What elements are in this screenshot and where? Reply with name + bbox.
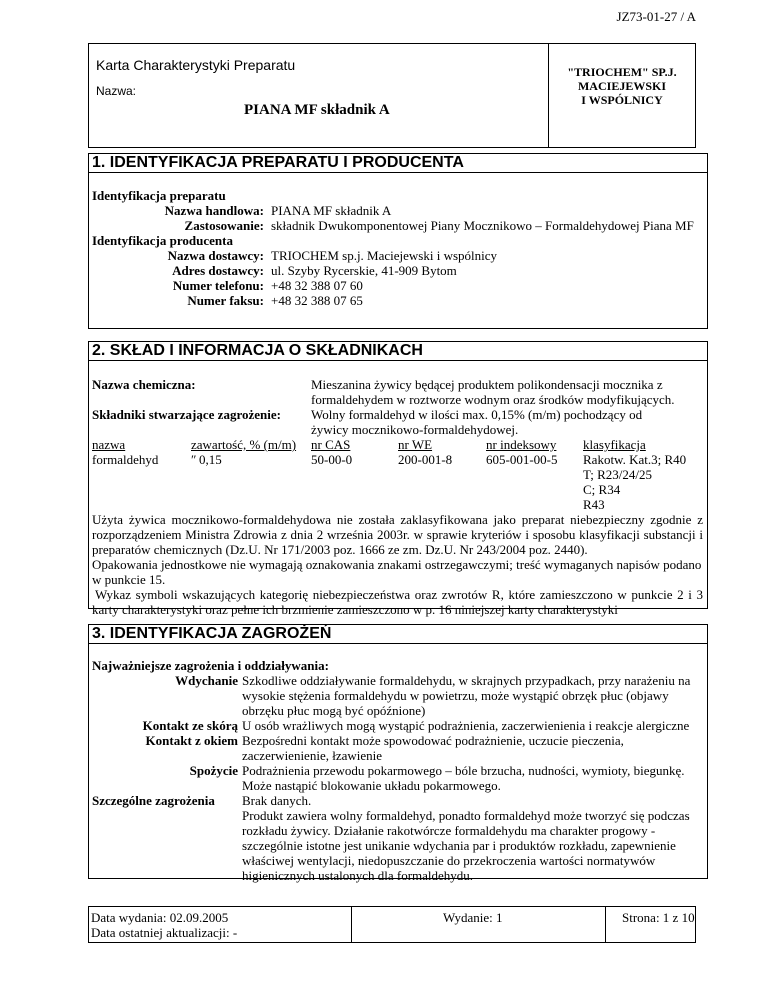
producer-heading: Identyfikacja producenta bbox=[92, 233, 233, 248]
chem-name-label: Nazwa chemiczna: bbox=[92, 377, 196, 392]
text-line: Szkodliwe oddziaływanie formaldehydu, w skrajnych przypadkach, przy narażeniu na bbox=[242, 673, 691, 688]
footer-divider-1 bbox=[351, 907, 352, 942]
section-2-rule bbox=[89, 360, 707, 361]
skin-contact-label: Kontakt ze skórą bbox=[142, 718, 238, 733]
cell-classification bbox=[583, 452, 686, 512]
footer-divider-2 bbox=[605, 907, 606, 942]
col-header-content: zawartość, % (m/m) bbox=[191, 437, 297, 452]
phone-label: Numer telefonu: bbox=[172, 278, 264, 293]
classification-note: Użyta żywica mocznikowo-formaldehydowa nie została zaklasyfikowana jako preparat niebezpieczny zgodnie z rozporządzeniem Ministra Zdrowia z dnia 2 września 2003r. w sprawie kryteriów i sposobu klasyfikacji substancji i preparatów chemicznych (Dz.U. Nr 171/2003 poz. 1666 ze zm. Dz.U. Nr 243/2004 poz. 2440). bbox=[92, 512, 703, 557]
description-line: formaldehydem w roztworze wodnym oraz środków modyfikujących. bbox=[311, 392, 675, 407]
classification-line: T; R23/24/25 bbox=[583, 467, 652, 482]
col-header-cas: nr CAS bbox=[311, 437, 351, 452]
footer-box bbox=[88, 906, 696, 943]
page-number: Strona: 1 z 10 bbox=[622, 910, 695, 925]
symbols-note: Wykaz symboli wskazujących kategorię niebezpieczeństwa oraz zwrotów R, które zamieszczono w punkcie 2 i 3 karty charakterystyki oraz pełne ich brzmienie zamieszczono w p. 16 niniejszej karty charakterystyki bbox=[92, 587, 703, 617]
classification-line: R43 bbox=[583, 497, 605, 512]
section-3-title: 3. IDENTYFIKACJA ZAGROŻEŃ bbox=[92, 625, 332, 642]
description-line: Wolny formaldehyd w ilości max. 0,15% (m/m) pochodzący od bbox=[311, 407, 643, 422]
company-line-2: MACIEJEWSKI bbox=[577, 79, 666, 93]
classification-line: Rakotw. Kat.3; R40 bbox=[583, 452, 687, 467]
classification-line: C; R34 bbox=[583, 482, 621, 497]
ingestion-label: Spożycie bbox=[189, 763, 238, 778]
eye-contact-text bbox=[242, 733, 624, 763]
text-line: Bezpośredni kontakt może spowodować podrażnienie, uczucie pieczenia, bbox=[242, 733, 624, 748]
ingestion-text bbox=[242, 763, 684, 793]
issue-date: Data wydania: 02.09.2005 bbox=[91, 910, 229, 925]
col-header-classification: klasyfikacja bbox=[583, 437, 646, 452]
text-line: Może nastąpić blokowanie układu pokarmowego. bbox=[242, 778, 501, 793]
section-1-rule bbox=[89, 172, 707, 173]
inhalation-label: Wdychanie bbox=[175, 673, 238, 688]
description-line: Mieszanina żywicy będącej produktem polikondensacji mocznika z bbox=[311, 377, 663, 392]
usage-label: Zastosowanie: bbox=[184, 218, 264, 233]
col-header-name: nazwa bbox=[92, 437, 126, 452]
supplier-address-value: ul. Szyby Rycerskie, 41-909 Bytom bbox=[271, 263, 457, 278]
usage-value: składnik Dwukomponentowej Piany Mocznikowo – Formaldehydowej Piana MF bbox=[271, 218, 694, 233]
company-line-1: "TRIOCHEM" SP.J. bbox=[567, 65, 677, 79]
text-line: Brak danych. bbox=[242, 793, 312, 808]
section-3-box bbox=[88, 624, 708, 883]
text-line: zaczerwienienie, łzawienie bbox=[242, 748, 383, 763]
special-hazards-label: Szczególne zagrożenia bbox=[92, 793, 215, 808]
section-1-title: 1. IDENTYFIKACJA PREPARATU I PRODUCENTA bbox=[92, 154, 464, 171]
trade-name-value: PIANA MF składnik A bbox=[271, 203, 392, 218]
text-line: właściwej wentylacji, niedopuszczanie do przekroczenia wartości normatywów bbox=[242, 853, 656, 868]
col-header-index: nr indeksowy bbox=[486, 437, 557, 452]
supplier-address-label: Adres dostawcy: bbox=[172, 263, 264, 278]
company-line-3: I WSPÓLNICY bbox=[581, 93, 663, 107]
hazard-components-label: Składniki stwarzające zagrożenie: bbox=[92, 407, 281, 422]
name-label: Nazwa: bbox=[96, 84, 137, 98]
phone-value: +48 32 388 07 60 bbox=[271, 278, 363, 293]
main-hazards-heading: Najważniejsze zagrożenia i oddziaływania: bbox=[92, 658, 329, 673]
text-line: higienicznych ustalonych dla formaldehydu. bbox=[242, 868, 474, 883]
eye-contact-label: Kontakt z okiem bbox=[145, 733, 238, 748]
cell-content: ʺ 0,15 bbox=[191, 452, 222, 467]
prep-heading: Identyfikacja preparatu bbox=[92, 188, 226, 203]
section-3-rule bbox=[89, 643, 707, 644]
text-line: Podrażnienia przewodu pokarmowego – bóle brzucha, nudności, wymioty, biegunkę. bbox=[242, 763, 685, 778]
trade-name-label: Nazwa handlowa: bbox=[164, 203, 264, 218]
edition: Wydanie: 1 bbox=[443, 910, 503, 925]
company-block bbox=[549, 65, 695, 107]
supplier-name-label: Nazwa dostawcy: bbox=[167, 248, 264, 263]
fax-label: Numer faksu: bbox=[187, 293, 264, 308]
card-title: Karta Charakterystyki Preparatu bbox=[96, 57, 296, 73]
header-box bbox=[88, 43, 696, 148]
cell-we: 200-001-8 bbox=[398, 452, 453, 467]
section-2-box bbox=[88, 341, 708, 617]
packaging-note: Opakowania jednostkowe nie wymagają oznakowania znakami ostrzegawczymi; treść wymaganych napisów podano w punkcie 15. bbox=[92, 557, 702, 587]
cell-name: formaldehyd bbox=[92, 452, 159, 467]
section-1-box bbox=[88, 153, 708, 329]
special-hazards-text bbox=[242, 793, 690, 883]
text-line: szczególnie istotne jest unikanie wdychania par i produktów rozkładu, zapewnienie bbox=[242, 838, 676, 853]
chem-description bbox=[311, 377, 675, 437]
text-line: rozkładu żywicy. Działanie rakotwórcze formaldehydu ma charakter progowy - bbox=[242, 823, 656, 838]
document-code: JZ73-01-27 / A bbox=[616, 9, 696, 24]
inhalation-text bbox=[242, 673, 690, 718]
fax-value: +48 32 388 07 65 bbox=[271, 293, 363, 308]
text-line: wysokie stężenia formaldehydu w powietrzu, może wystąpić obrzęk płuc (objawy bbox=[242, 688, 669, 703]
description-line: żywicy mocznikowo-formaldehydowej. bbox=[311, 422, 519, 437]
section-2-title: 2. SKŁAD I INFORMACJA O SKŁADNIKACH bbox=[92, 342, 423, 359]
col-header-we: nr WE bbox=[398, 437, 433, 452]
cell-index: 605-001-00-5 bbox=[486, 452, 558, 467]
text-line: Produkt zawiera wolny formaldehyd, ponadto formaldehyd może tworzyć się podczas bbox=[242, 808, 690, 823]
skin-contact-text bbox=[242, 718, 689, 733]
text-line: obrzęku płuc mogą być opóźnione) bbox=[242, 703, 426, 718]
text-line: U osób wrażliwych mogą wystąpić podrażnienia, zaczerwienienia i reakcje alergiczne bbox=[242, 718, 690, 733]
supplier-name-value: TRIOCHEM sp.j. Maciejewski i wspólnicy bbox=[271, 248, 498, 263]
cell-cas: 50-00-0 bbox=[311, 452, 353, 467]
product-name: PIANA MF składnik A bbox=[244, 102, 390, 118]
last-update: Data ostatniej aktualizacji: - bbox=[91, 925, 238, 940]
